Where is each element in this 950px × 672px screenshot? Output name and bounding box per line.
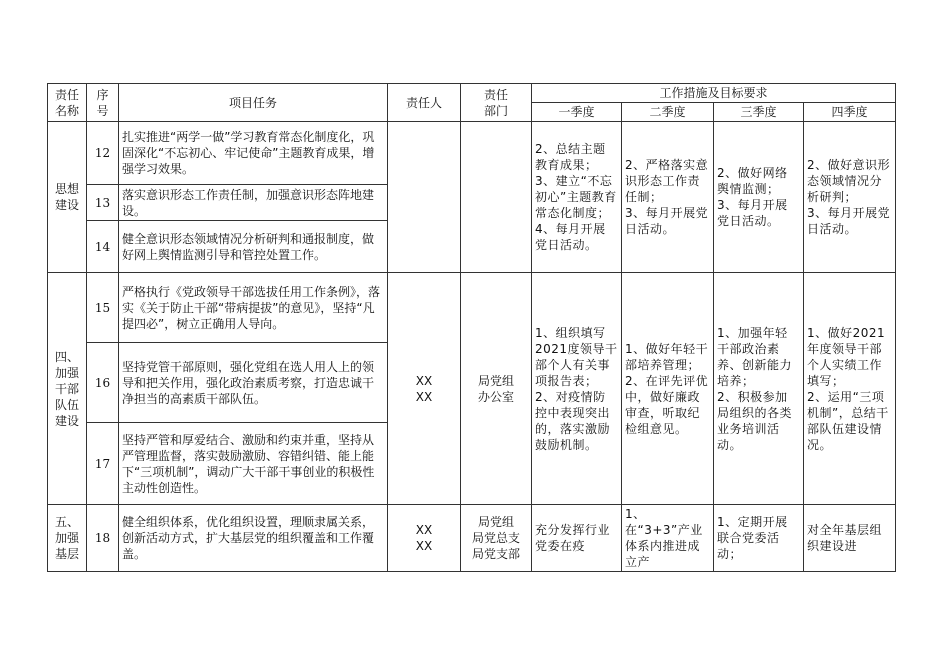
header-responsible-dept: 责任 部门 — [461, 84, 532, 122]
q1-measures: 充分发挥行业党委在疫 — [532, 505, 622, 572]
header-responsibility-name: 责任 名称 — [48, 84, 87, 122]
row-seq: 13 — [87, 185, 119, 221]
q4-measures: 1、做好2021年度领导干部个人实绩工作填写； 2、运用“三项机制”，总结干部队伍建设情况。 — [804, 273, 896, 505]
responsible-dept-cell: 局党组 局党总支 局党支部 — [461, 505, 532, 572]
q4-measures: 对全年基层组织建设进 — [804, 505, 896, 572]
responsible-person-cell: XX XX — [388, 505, 461, 572]
header-responsible-person: 责任人 — [388, 84, 461, 122]
row-task: 落实意识形态工作责任制，加强意识形态阵地建设。 — [119, 185, 388, 221]
row-task: 健全组织体系，优化组织设置，理顺隶属关系，创新活动方式，扩大基层党的组织覆盖和工作覆盖。 — [119, 505, 388, 572]
header-q1: 一季度 — [532, 103, 622, 122]
row-task: 健全意识形态领域情况分析研判和通报制度，做好网上舆情监测引导和管控处置工作。 — [119, 221, 388, 273]
q3-measures: 1、定期开展联合党委活动； — [714, 505, 804, 572]
header-q4: 四季度 — [804, 103, 896, 122]
q4-measures: 2、做好意识形态领域情况分析研判； 3、每月开展党日活动。 — [804, 122, 896, 273]
row-task: 坚持严管和厚爱结合、激励和约束并重，坚持从严管理监督，落实鼓励激励、容错纠错、能上能下“三项机制”，调动广大干部干事创业的积极性主动性创造性。 — [119, 423, 388, 505]
section-name-ideology: 思想 建设 — [48, 122, 87, 273]
responsible-dept-cell: 局党组 办公室 — [461, 273, 532, 505]
header-sequence: 序 号 — [87, 84, 119, 122]
row-seq: 17 — [87, 423, 119, 505]
q3-measures: 1、加强年轻干部政治素养、创新能力培养； 2、积极参加局组织的各类业务培训活动。 — [714, 273, 804, 505]
q3-measures: 2、做好网络舆情监测； 3、每月开展党日活动。 — [714, 122, 804, 273]
q2-measures: 1、在“3+3”产业体系内推进成立产 — [622, 505, 714, 572]
q1-measures: 1、组织填写2021度领导干部个人有关事项报告表； 2、对疫情防控中表现突出的，落实激励鼓励机制。 — [532, 273, 622, 505]
section-name-grassroots: 五、 加强 基层 — [48, 505, 87, 572]
q2-measures: 2、严格落实意识形态工作责任制； 3、每月开展党日活动。 — [622, 122, 714, 273]
row-seq: 14 — [87, 221, 119, 273]
responsible-person-cell: XX XX — [388, 273, 461, 505]
row-task: 严格执行《党政领导干部选拔任用工作条例》，落实《关于防止干部“带病提拔”的意见》，坚持“凡提四必”，树立正确用人导向。 — [119, 273, 388, 343]
header-project-task: 项目任务 — [119, 84, 388, 122]
work-plan-table — [47, 83, 896, 572]
q1-measures: 2、总结主题教育成果； 3、建立“不忘初心”主题教育常态化制度； 4、每月开展党日活动。 — [532, 122, 622, 273]
row-seq: 12 — [87, 122, 119, 185]
header-q3: 三季度 — [714, 103, 804, 122]
q2-measures: 1、做好年轻干部培养管理； 2、在评先评优中，做好廉政审查，听取纪检组意见。 — [622, 273, 714, 505]
header-q2: 二季度 — [622, 103, 714, 122]
row-seq: 16 — [87, 343, 119, 423]
responsible-person-cell — [388, 122, 461, 273]
row-seq: 18 — [87, 505, 119, 572]
row-task: 扎实推进“两学一做”学习教育常态化制度化，巩固深化“不忘初心、牢记使命”主题教育成果，增强学习效果。 — [119, 122, 388, 185]
responsible-dept-cell — [461, 122, 532, 273]
section-name-cadre: 四、 加强 干部 队伍 建设 — [48, 273, 87, 505]
header-measures: 工作措施及目标要求 — [532, 84, 896, 103]
row-task: 坚持党管干部原则，强化党组在选人用人上的领导和把关作用，强化政治素质考察，打造忠诚干净担当的高素质干部队伍。 — [119, 343, 388, 423]
row-seq: 15 — [87, 273, 119, 343]
